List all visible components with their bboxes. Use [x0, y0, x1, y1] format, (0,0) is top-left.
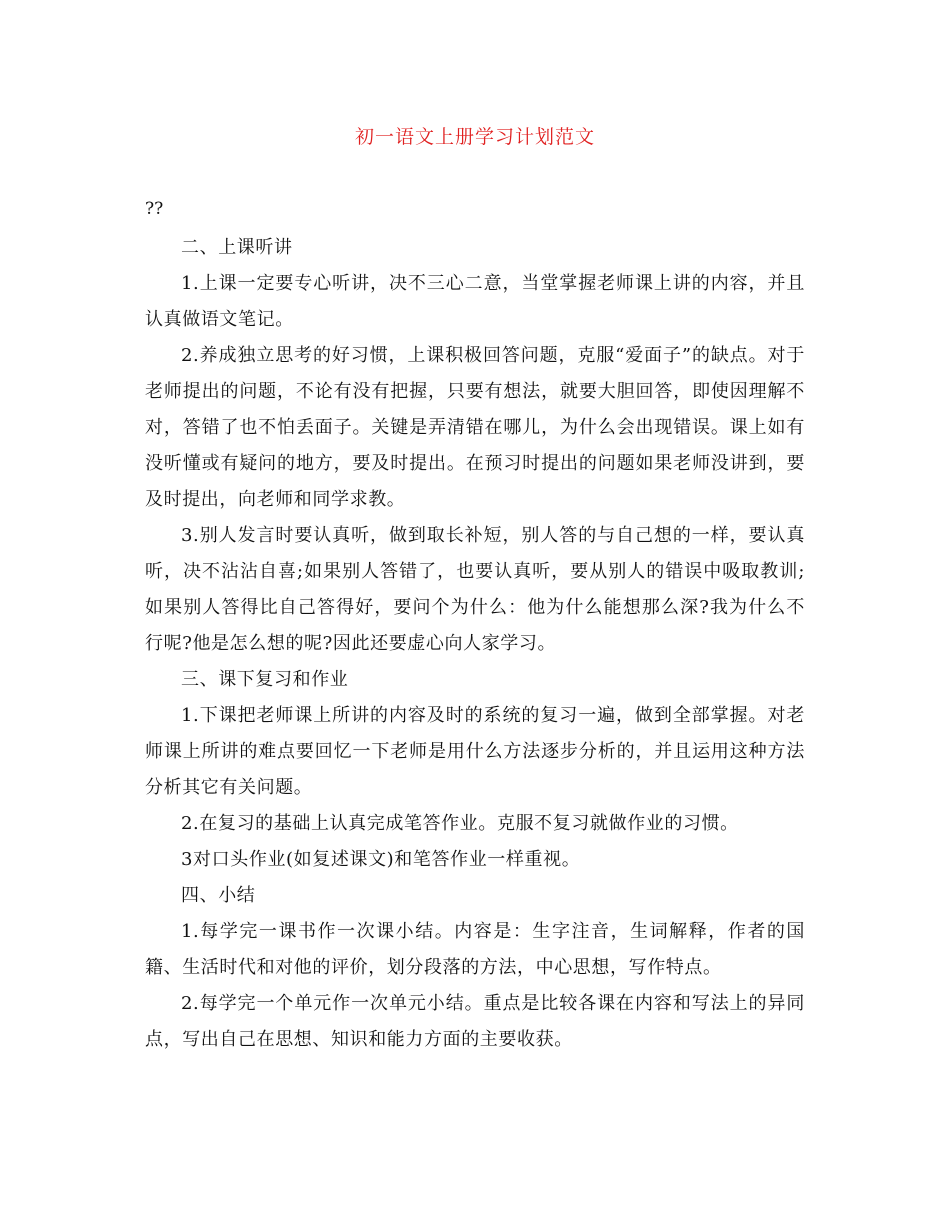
paragraph: 3对口头作业(如复述课文)和笔答作业一样重视。 [181, 849, 581, 870]
paragraph: 1.上课一定要专心听讲，决不三心二意，当堂掌握老师课上讲的内容，并且认真做语文笔记。 [145, 273, 805, 330]
paragraph: 1.下课把老师课上所讲的内容及时的系统的复习一遍，做到全部掌握。对老师课上所讲的难点要回忆一下老师是用什么方法逐步分析的，并且运用这种方法分析其它有关问题。 [145, 705, 805, 798]
paragraph: 3.别人发言时要认真听，做到取长补短，别人答的与自己想的一样，要认真听，决不沾沾自喜;如果别人答错了，也要认真听，要从别人的错误中吸取教训;如果别人答得比自己答得好，要问个为什么：他为什么能想那么深?我为什么不行呢?他是怎么想的呢?因此还要虚心向人家学习。 [145, 525, 805, 654]
paragraph: 2.养成独立思考的好习惯，上课积极回答问题，克服“爱面子”的缺点。对于老师提出的问题，不论有没有把握，只要有想法，就要大胆回答，即使因理解不对，答错了也不怕丢面子。关键是弄清错在哪儿，为什么会出现错误。课上如有没听懂或有疑问的地方，要及时提出。在预习时提出的问题如果老师没讲到，要及时提出，向老师和同学求教。 [145, 345, 805, 510]
paragraph: 2.每学完一个单元作一次单元小结。重点是比较各课在内容和写法上的异同点，写出自己在思想、知识和能力方面的主要收获。 [145, 993, 805, 1050]
placeholder-marker: ?? [145, 199, 164, 219]
paragraph: 1.每学完一课书作一次课小结。内容是：生字注音，生词解释，作者的国籍、生活时代和对他的评价，划分段落的方法，中心思想，写作特点。 [145, 921, 805, 978]
section-heading-listening: 二、上课听讲 [181, 237, 293, 258]
section-heading-summary: 四、小结 [181, 885, 256, 906]
document-body [145, 230, 805, 1058]
paragraph: 2.在复习的基础上认真完成笔答作业。克服不复习就做作业的习惯。 [181, 813, 739, 834]
section-heading-review: 三、课下复习和作业 [181, 669, 349, 690]
document-title: 初一语文上册学习计划范文 [354, 126, 595, 148]
